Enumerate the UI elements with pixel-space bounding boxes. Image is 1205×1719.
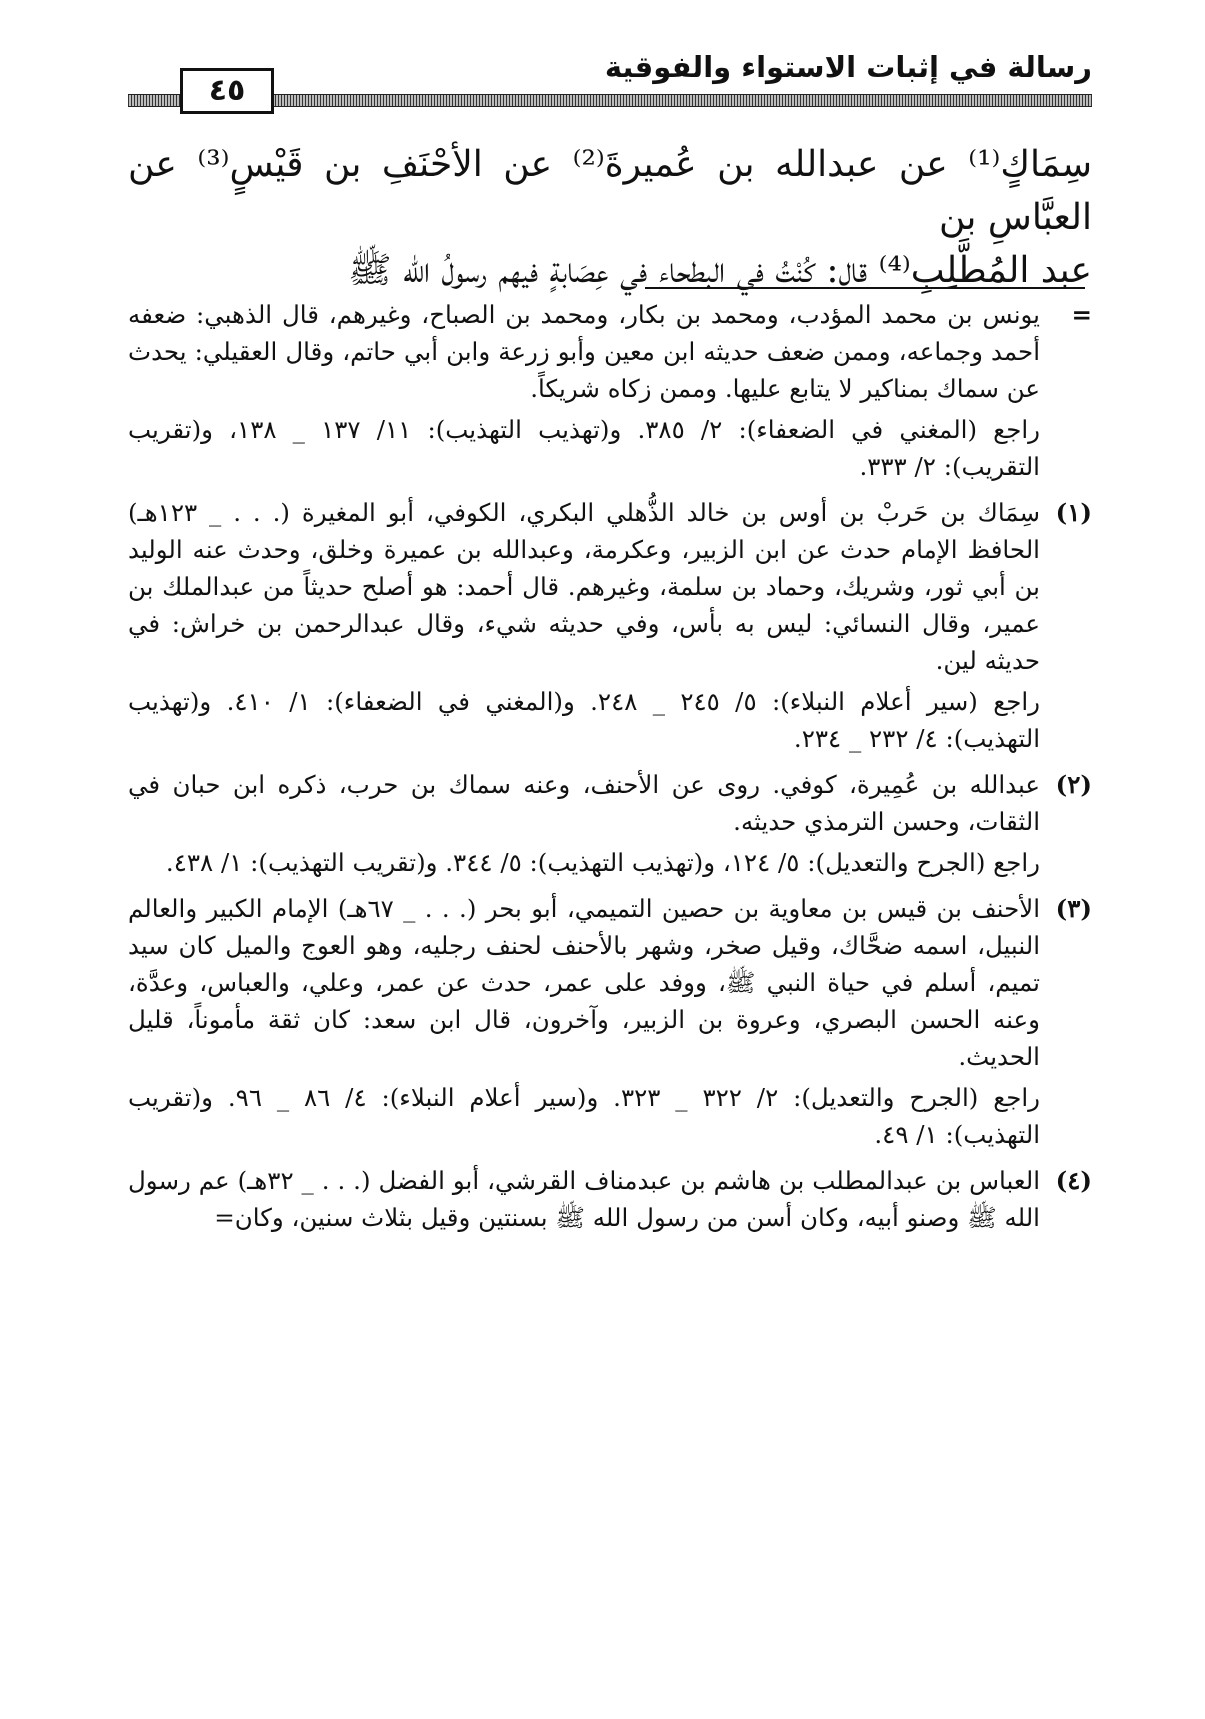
page-header <box>128 50 1092 110</box>
footnote-3 <box>128 890 1092 1153</box>
main-text-line: عبد المُطَّلِبِ⁽⁴⁾ قال: كُنْتُ في البطحاء في عِصَابةٍ فيهم رسولُ الله ﷺ <box>348 250 1092 291</box>
footnote-marker: = <box>1071 300 1092 329</box>
footnote-reference: راجع (الجرح والتعديل): ٢/ ٣٢٢ _ ٣٢٣. و(سير أعلام النبلاء): ٤/ ٨٦ _ ٩٦. و(تقريب التهذيب): ١/ ٤٩. <box>128 1083 1041 1149</box>
footnote-1 <box>128 494 1092 757</box>
footnote-marker: (٣) <box>1055 894 1092 923</box>
footnote-text: يونس بن محمد المؤدب، ومحمد بن بكار، ومحمد بن الصباح، وغيرهم، قال الذهبي: ضعفه أحمد وجماعه، وممن ضعف حديثه ابن معين وأبو زرعة وابن أبي حاتم، وقال العقيلي: يحدث عن سماك بمناكير لا يتابع عليها. وممن زكاه شريكاً. <box>128 300 1040 403</box>
footnote-text: عبدالله بن عُمِيرة، كوفي. روى عن الأحنف، وعنه سماك بن حرب، ذكره ابن حبان في الثقات، وحسن الترمذي حديثه. <box>128 770 1040 836</box>
footnote-divider <box>645 287 1085 289</box>
footnotes <box>128 296 1092 1245</box>
footnote-text: الأحنف بن قيس بن معاوية بن حصين التميمي، أبو بحر (. . . _ ٦٧هـ) الإمام الكبير والعالم النبيل، اسمه ضحَّاك، وقيل صخر، وشهر بالأحنف لحنف رجليه، وهو العوج والميل كان سيد تميم، أسلم في حياة النبي ﷺ، ووفد على عمر، حدث عن عمر، وعلي، والعباس، وعدَّة، وعنه الحسن البصري، وعروة بن الزبير، وآخرون، قال ابن سعد: كان ثقة مأموناً، قليل الحديث. <box>128 894 1041 1071</box>
running-title: رسالة في إثبات الاستواء والفوقية <box>595 50 1092 84</box>
footnote-text: سِمَاك بن حَربْ بن أوس بن خالد الذُّهلي البكري، الكوفي، أبو المغيرة (. . . _ ١٢٣هـ) الحافظ الإمام حدث عن ابن الزبير، وعكرمة، وعبدالله بن عميرة وخلق، وحدث عنه الوليد بن أبي ثور، وشريك، وحماد بن سلمة، وغيرهم. قال أحمد: هو أصلح حديثاً من عبدالملك بن عمير، وقال النسائي: ليس به بأس، وفي حديثه شيء، وقال عبدالرحمن بن خراش: في حديثه لين. <box>128 498 1040 675</box>
main-text <box>128 138 1092 297</box>
page-number: ٤٥ <box>180 68 274 114</box>
footnote-reference: راجع (المغني في الضعفاء): ٢/ ٣٨٥. و(تهذيب التهذيب): ١١/ ١٣٧ _ ١٣٨، و(تقريب التقريب): ٢/ ٣٣٣. <box>128 415 1041 481</box>
footnote-reference: راجع (سير أعلام النبلاء): ٥/ ٢٤٥ _ ٢٤٨. و(المغني في الضعفاء): ١/ ٤١٠. و(تهذيب التهذيب): ٤/ ٢٣٢ _ ٢٣٤. <box>128 687 1041 753</box>
footnote-marker: (٢) <box>1055 770 1092 799</box>
footnote-4 <box>128 1162 1092 1236</box>
footnote-continued <box>128 296 1092 485</box>
footnote-2 <box>128 766 1092 881</box>
footnote-marker: (٤) <box>1055 1166 1092 1195</box>
footnote-reference: راجع (الجرح والتعديل): ٥/ ١٢٤، و(تهذيب التهذيب): ٥/ ٣٤٤. و(تقريب التهذيب): ١/ ٤٣٨. <box>165 848 1040 877</box>
main-text-line: سِمَاكٍ⁽¹⁾ عن عبدالله بن عُميرةَ⁽²⁾ عن الأحْنَفِ بن قَيْسٍ⁽³⁾ عن العبَّاسِ بن <box>128 144 1093 238</box>
footnote-marker: (١) <box>1055 498 1092 527</box>
footnote-text: العباس بن عبدالمطلب بن هاشم بن عبدمناف القرشي، أبو الفضل (. . . _ ٣٢هـ) عم رسول الله ﷺ وصنو أبيه، وكان أسن من رسول الله ﷺ بسنتين وقيل بثلاث سنين، وكان= <box>128 1166 1040 1232</box>
